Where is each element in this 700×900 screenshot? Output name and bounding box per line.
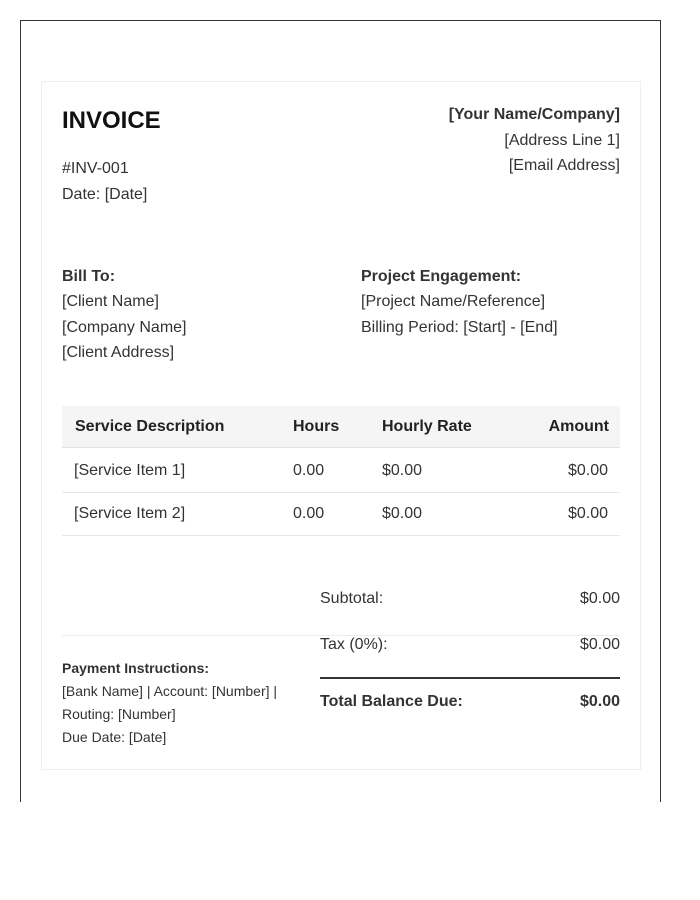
payment-heading: Payment Instructions: bbox=[62, 660, 210, 676]
total-label: Total Balance Due: bbox=[320, 693, 463, 710]
invoice-title: INVOICE bbox=[62, 107, 161, 134]
subtotal-label: Subtotal: bbox=[320, 590, 384, 607]
client-address: [Client Address] bbox=[62, 344, 175, 361]
row1-rate: $0.00 bbox=[382, 462, 423, 479]
subtotal-value: $0.00 bbox=[579, 590, 620, 607]
row1-amount: $0.00 bbox=[567, 462, 608, 479]
payment-due-date: Due Date: [Date] bbox=[62, 729, 167, 745]
payment-bank-line: [Bank Name] | Account: [Number] | bbox=[62, 683, 278, 699]
client-name: [Client Name] bbox=[62, 293, 159, 310]
invoice-date: Date: [Date] bbox=[62, 186, 148, 203]
row2-amount: $0.00 bbox=[567, 505, 608, 522]
bill-to-heading: Bill To: bbox=[62, 268, 116, 285]
column-header-hours: Hours bbox=[293, 418, 340, 435]
column-header-rate: Hourly Rate bbox=[382, 418, 472, 435]
row1-hours: 0.00 bbox=[293, 462, 325, 479]
row2-rate: $0.00 bbox=[382, 505, 423, 522]
row2-hours: 0.00 bbox=[293, 505, 325, 522]
billing-period: Billing Period: [Start] - [End] bbox=[361, 319, 558, 336]
tax-label: Tax (0%): bbox=[320, 636, 388, 653]
payment-routing-line: Routing: [Number] bbox=[62, 706, 176, 722]
sender-name: [Your Name/Company] bbox=[448, 106, 620, 123]
column-header-description: Service Description bbox=[75, 418, 225, 435]
total-rule bbox=[320, 677, 620, 679]
row2-description: [Service Item 2] bbox=[74, 505, 186, 522]
column-header-amount: Amount bbox=[548, 418, 609, 435]
tax-value: $0.00 bbox=[579, 636, 620, 653]
total-value: $0.00 bbox=[579, 693, 620, 710]
project-name: [Project Name/Reference] bbox=[361, 293, 546, 310]
company-name: [Company Name] bbox=[62, 319, 187, 336]
row-divider bbox=[62, 535, 620, 536]
invoice-number: #INV-001 bbox=[62, 160, 129, 177]
row1-description: [Service Item 1] bbox=[74, 462, 186, 479]
sender-email: [Email Address] bbox=[508, 157, 620, 174]
sender-address: [Address Line 1] bbox=[504, 132, 620, 149]
project-heading: Project Engagement: bbox=[361, 268, 522, 285]
row-divider bbox=[62, 492, 620, 493]
